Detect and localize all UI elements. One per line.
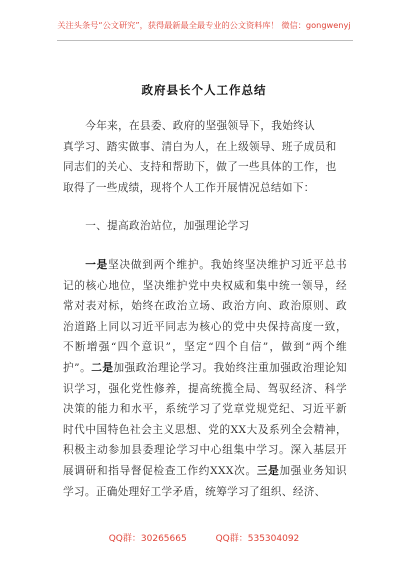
point-marker-3: 三是 [256,464,280,477]
intro-paragraph [63,116,347,198]
intro-line: 真学习、踏实做事、清白为人，在上级领导、班子成员和 [63,140,337,153]
document-title: 政府县长个人工作总结 [141,83,267,97]
intro-line: 取得了一些成绩，现将个人工作开展情况总结如下： [63,181,315,194]
body-paragraph [63,255,347,502]
qq-group-1: QQ群：30265665 [108,534,187,544]
intro-line: 今年来，在县委、政府的坚强领导下，我始终认 [85,120,316,132]
header-divider [57,40,353,41]
footer-contact [0,531,408,544]
point-text-2: 加强政治理论学习。我始终注重加强政治理论知识学习，强化党性修养，提高统揽全局、驾驭经济、科学决策的能力和水平，系统学习了党章党规党纪、习近平新时代中国特色社会主义思想、党的XX大及系列全会精神，积极主动参加县委理论学习中心组集中学习。深入基层开展调研和指导督促检查工作约XXX次。 [63,361,348,477]
point-text-3: 加强业务知识学习。正确处理好工学矛盾，统筹学习了组织、经济、 [63,464,347,498]
intro-line: 同志们的关心、支持和帮助下，做了一些具体的工作，也 [63,161,337,174]
section-heading: 一、提高政治站位，加强理论学习 [85,220,250,233]
document-body [63,116,347,502]
point-marker-1: 一是 [85,258,109,271]
point-marker-2: 二是 [91,361,114,374]
point-text-1: 坚决做到两个维护。我始终坚决维护习近平总书记的核心地位，坚决维护党中央权威和集中统一领导，经常对表对标，始终在政治立场、政治方向、政治原则、政治道路上同以习近平同志为核心的党中央保持高度一致，不断增强“四个意识”，坚定“四个自信”，做到“两个维护”。 [63,258,347,374]
header-banner: 关注头条号“公文研究”，获得最新最全最专业的公文资料库！ 微信：gongwenyj [57,20,351,30]
paragraph-spacer [63,237,347,255]
qq-group-2: QQ群：535304092 [215,534,300,544]
paragraph-spacer [63,198,347,216]
